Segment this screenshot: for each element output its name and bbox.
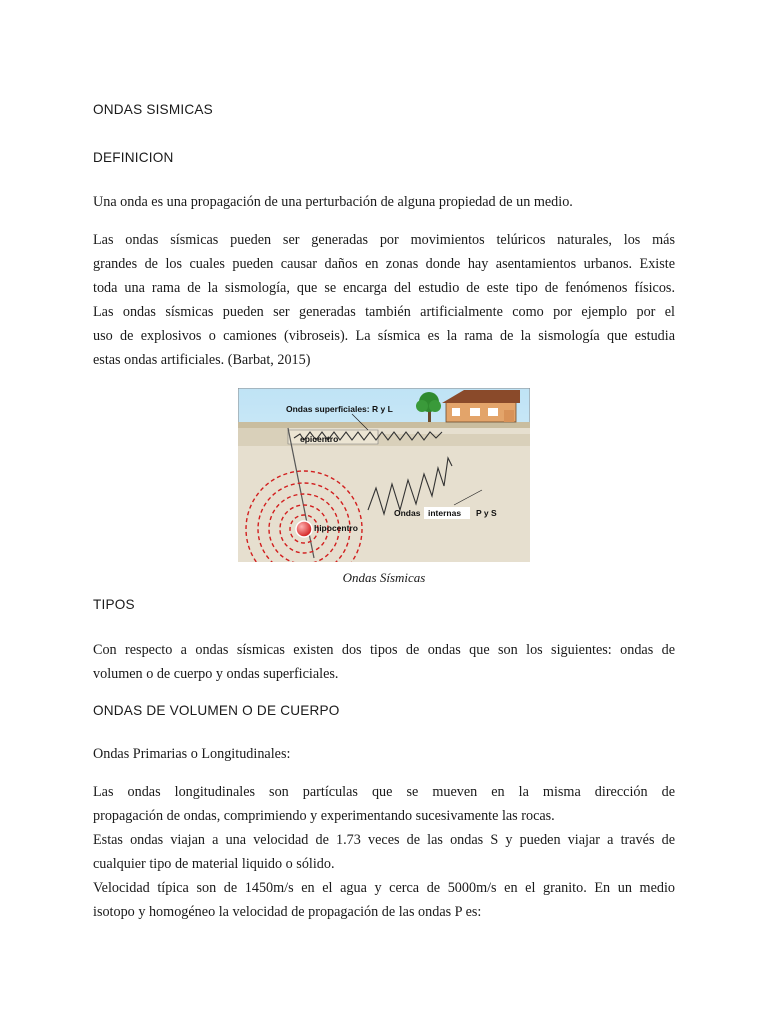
- tipos-heading: TIPOS: [93, 597, 135, 612]
- paragraph-line: cualquier tipo de material liquido o sólido.: [93, 856, 335, 872]
- paragraph-line: Estas ondas viajan a una velocidad de 1.73 veces de las ondas S y pueden viajar a través de: [93, 832, 675, 848]
- hypocenter-marker: [296, 521, 312, 537]
- surface-waves-label: Ondas superficiales: R y L: [286, 404, 393, 414]
- paragraph-line: toda una rama de la sismología, que se encarga del estudio de este tipo de fenómenos físicos.: [93, 280, 675, 296]
- definicion-paragraph-2: [93, 228, 675, 372]
- internal-waves-label-b: internas: [428, 508, 462, 518]
- paragraph-line: Velocidad típica son de 1450m/s en el agua y cerca de 5000m/s en el granito. En un medio: [93, 880, 675, 896]
- paragraph-line: Las ondas sísmicas pueden ser generadas por movimientos telúricos naturales, los más: [93, 232, 675, 248]
- internal-waves-label-c: P y S: [476, 508, 497, 518]
- document-title: ONDAS SISMICAS: [93, 102, 213, 117]
- definicion-paragraph-1: Una onda es una propagación de una perturbación de alguna propiedad de un medio.: [93, 194, 573, 210]
- paragraph-line: grandes de los cuales pueden causar daños en zonas donde hay asentamientos urbanos. Existe: [93, 256, 675, 272]
- hypocenter-label: hipocentro: [314, 523, 358, 533]
- epicenter-label: epicentro: [300, 434, 339, 444]
- figure-caption: Ondas Sísmicas: [342, 570, 426, 585]
- paragraph-line: volumen o de cuerpo y ondas superficiales.: [93, 666, 339, 682]
- paragraph-line: estas ondas artificiales. (Barbat, 2015): [93, 352, 311, 368]
- paragraph-line: Con respecto a ondas sísmicas existen dos tipos de ondas que son los siguientes: ondas de: [93, 642, 675, 658]
- tipos-paragraph: [93, 638, 675, 686]
- paragraph-line: Las ondas longitudinales son partículas que se mueven en la misma dirección de: [93, 784, 675, 800]
- paragraph-line: isotopo y homogéneo la velocidad de propagación de las ondas P es:: [93, 904, 482, 920]
- primarias-paragraph: [93, 780, 675, 924]
- primarias-heading: Ondas Primarias o Longitudinales:: [93, 746, 291, 762]
- paragraph-line: Las ondas sísmicas pueden ser generadas también artificialmente como por ejemplo por el: [93, 304, 675, 320]
- paragraph-line: propagación de ondas, comprimiendo y experimentando sucesivamente las rocas.: [93, 808, 555, 824]
- seismic-waves-figure: [238, 388, 530, 562]
- internal-waves-label-a: Ondas: [394, 508, 421, 518]
- definicion-heading: DEFINICION: [93, 150, 174, 165]
- paragraph-line: uso de explosivos o camiones (vibroseis). La sísmica es la rama de la sismología que estudia: [93, 328, 675, 344]
- volumen-heading: ONDAS DE VOLUMEN O DE CUERPO: [93, 703, 340, 718]
